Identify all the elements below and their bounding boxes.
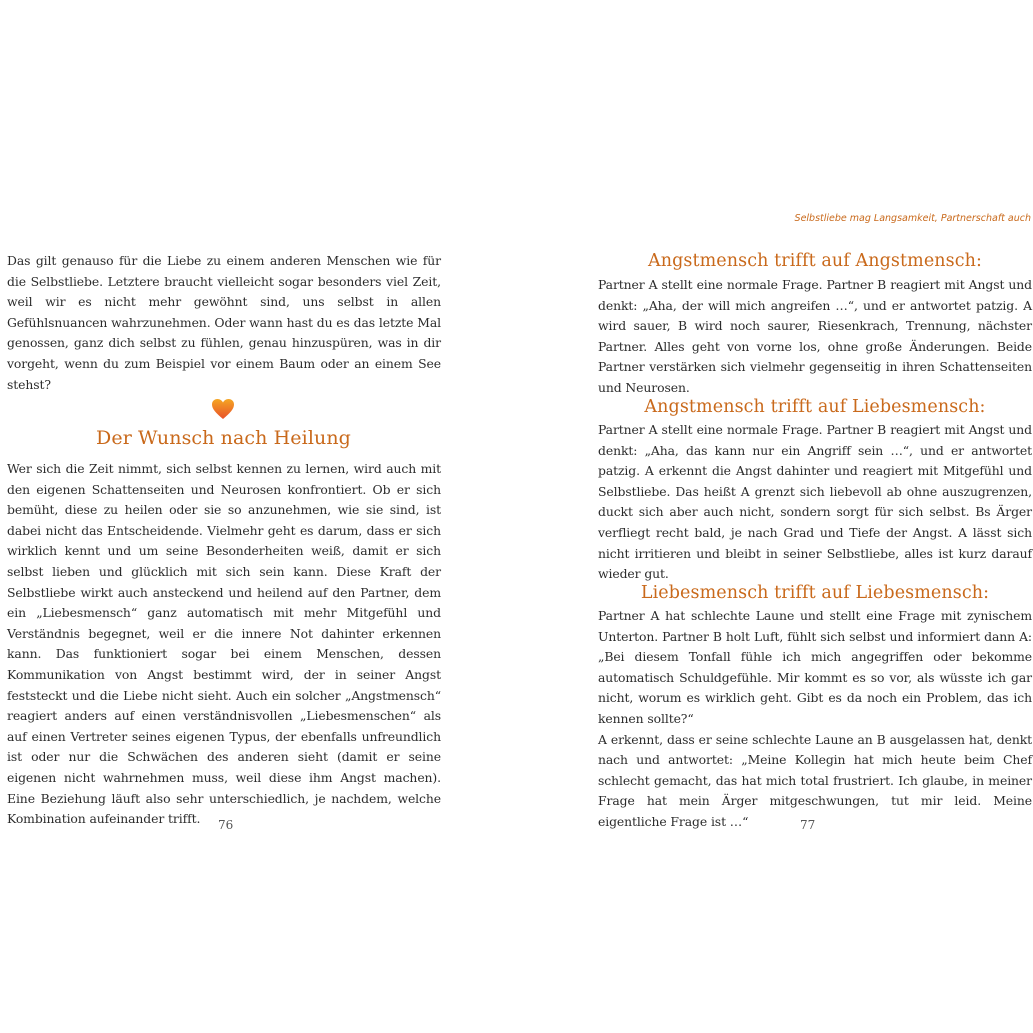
section-text-3: Partner A hat schlechte Laune und stellt eine Frage mit zynischem Unterton. Partner B holt Luft, fühlt sich selbst und informiert dann A: „Bei diesem Tonfall fühle ich mich angegriffen oder bekomme automatisch Schuldgefühle. Mir kommt es so vor, als wüsste ich gar nicht, worum es wirklich geht. Gibt es da noch ein Problem, das ich kennen sollte?“ A erkennt, dass er seine schlechte Laune an B ausgelassen hat, denkt nach und antwortet: „Meine Kollegin hat mich heute beim Chef schlecht gemacht, das hat mich total frustriert. Ich glaube, in meiner Frage hat mein Ärger mitgeschwungen, tut mir leid. Meine eigentliche Frage ist …“: [598, 608, 1032, 829]
section-title-2: Angstmensch trifft auf Liebesmensch:: [644, 397, 986, 417]
section-heading: Der Wunsch nach Heilung: [96, 427, 351, 449]
heart-icon: [211, 398, 235, 420]
main-paragraph: Wer sich die Zeit nimmt, sich selbst kennen zu lernen, wird auch mit den eigenen Schattenseiten und Neurosen konfrontiert. Ob er sich bemüht, diese zu heilen oder sie so anzunehmen, wie sie sind, ist dabei nicht das Entscheidende. Vielmehr geht es darum, dass er sich wirklich kennt und um seine Besonderheiten weiß, damit er sich selbst lieben und glücklich mit sich sein kann. Diese Kraft der Selbstliebe wirkt auch ansteckend und heilend auf den Partner, dem ein „Liebesmensch“ ganz automatisch mit mehr Mitgefühl und Verständnis begegnet, weil er die innere Not dahinter erkennen kann. Das funktioniert sogar bei einem Menschen, dessen Kommunikation von Angst bestimmt wird, der in seiner Angst feststeckt und die Liebe nicht sieht. Auch ein solcher „Angstmensch“ reagiert anders auf einen verständnisvollen „Liebesmenschen“ als auf einen Vertreter seines eigenen Typus, der ebenfalls unfreundlich ist oder nur die Schwächen des anderen sieht (damit er seine eigenen nicht wahrnehmen muss, weil diese ihm Angst machen). Eine Beziehung läuft also sehr unterschiedlich, je nachdem, welche Kombination aufeinander trifft.: [7, 461, 441, 827]
running-header: Selbstliebe mag Langsamkeit, Partnerschaft auch: [794, 213, 1031, 224]
intro-paragraph: Das gilt genauso für die Liebe zu einem anderen Menschen wie für die Selbstliebe. Letztere braucht vielleicht sogar besonders viel Zeit, weil wir es nicht mehr gewöhnt sind, uns selbst in allen Gefühlsnuancen wahrzunehmen. Oder wann hast du es das letzte Mal genossen, ganz dich selbst zu fühlen, genau hinzuspüren, was in dir vorgeht, wenn du zum Beispiel vor einem Baum oder an einem See stehst?: [7, 253, 441, 392]
section-title-3: Liebesmensch trifft auf Liebesmensch:: [640, 583, 990, 603]
section-text-1: Partner A stellt eine normale Frage. Partner B reagiert mit Angst und denkt: „Aha, der will mich angreifen …“, und er antwortet patzig. A wird sauer, B wird noch saurer, Riesenkrach, Trennung, nächster Partner. Alles geht von vorne los, ohne große Änderungen. Beide Partner verstärken sich vielmehr gegenseitig in ihren Schattenseiten und Neurosen.: [598, 277, 1032, 395]
section-text-2: Partner A stellt eine normale Frage. Partner B reagiert mit Angst und denkt: „Aha, das kann nur ein Angriff sein …“, und er antwortet patzig. A erkennt die Angst dahinter und reagiert mit Mitgefühl und Selbstliebe. Das heißt A grenzt sich liebevoll ab ohne auszugrenzen, duckt sich aber auch nicht, sondern sorgt für sich selbst. Bs Ärger verfliegt recht bald, je nach Grad und Tiefe der Angst. A lässt sich nicht irritieren und bleibt in seiner Selbstliebe, alles ist kurz darauf wieder gut.: [598, 422, 1032, 582]
right-page: [516, 0, 1033, 1033]
left-page: [0, 0, 516, 1033]
page-number-right: 77: [800, 818, 816, 832]
section-title-1: Angstmensch trifft auf Angstmensch:: [647, 251, 983, 271]
page-number-left: 76: [218, 818, 234, 832]
